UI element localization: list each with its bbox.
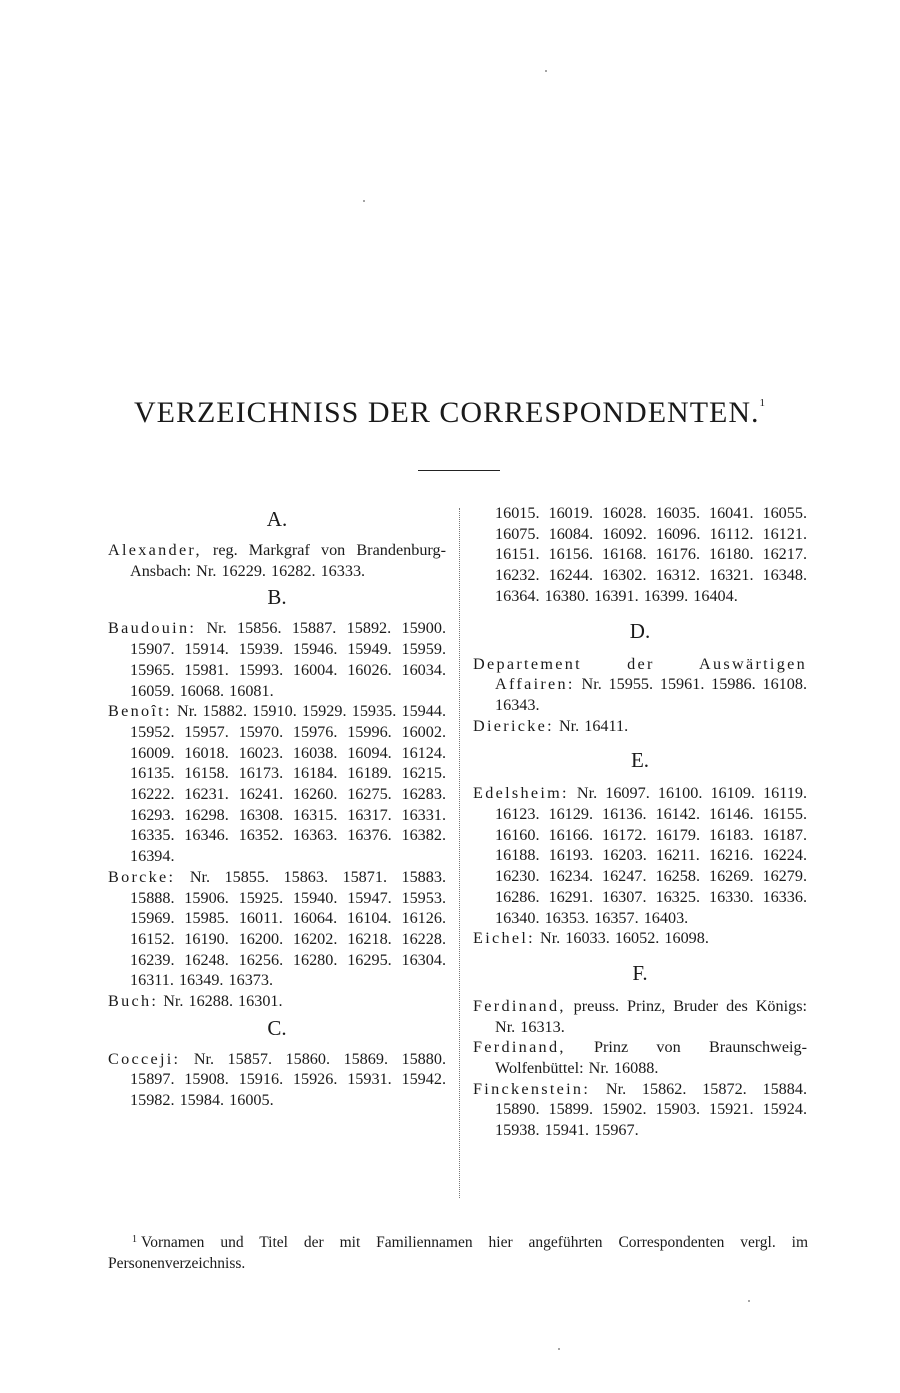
entry-text: Nr. 16033. 16052. 16098. bbox=[534, 929, 709, 948]
section-letter-a: A. bbox=[266, 507, 288, 531]
entry-baudouin bbox=[108, 618, 446, 701]
entry-name: Benoît: bbox=[108, 702, 172, 721]
paper-speck bbox=[363, 200, 365, 202]
entry-text: Nr. 15856. 15887. 15892. 15900. 15907. 15914. 15939. 15946. 15949. 15959. 15965. 15981. 15993. 16004. 16026. 16034. 16059. 16068. 16081. bbox=[130, 619, 446, 700]
section-letter-c: C. bbox=[267, 1015, 287, 1040]
entry-name: Ferdinand, bbox=[473, 1038, 566, 1057]
entry-name: Baudouin: bbox=[108, 619, 197, 638]
column-divider bbox=[459, 508, 460, 1198]
entry-ferdinand-preussen bbox=[473, 996, 807, 1037]
entry-ferdinand-braunschweig bbox=[473, 1037, 807, 1078]
section-letter-e: E. bbox=[630, 748, 650, 773]
entry-eichel bbox=[473, 928, 807, 949]
footnote-text: Vornamen und Titel der mit Familiennamen hier angeführten Correspondenten vergl. im Personenverzeichniss. bbox=[108, 1234, 808, 1272]
entry-name: Eichel: bbox=[473, 929, 535, 948]
entry-text: Nr. 16411. bbox=[553, 716, 629, 735]
entry-buch bbox=[108, 991, 446, 1012]
section-letter-f: F. bbox=[632, 960, 648, 985]
entry-text: Prinz von Braunschweig-Wolfenbüttel: Nr. 16088. bbox=[495, 1038, 807, 1078]
entry-edelsheim bbox=[473, 783, 807, 928]
entry-name: Alexander, bbox=[108, 541, 202, 559]
entry-borcke bbox=[108, 867, 446, 991]
entry-text: preuss. Prinz, Bruder des Königs: Nr. 16313. bbox=[495, 996, 807, 1036]
entry-cocceji bbox=[108, 1049, 446, 1111]
entry-benoit bbox=[108, 701, 446, 867]
entry-name: Buch: bbox=[108, 992, 159, 1011]
right-column bbox=[473, 503, 807, 1141]
entry-finckenstein bbox=[473, 1079, 807, 1141]
entry-name: Diericke: bbox=[473, 716, 554, 735]
entry-name: Ferdinand, bbox=[473, 996, 566, 1015]
entry-name: Borcke: bbox=[108, 867, 176, 886]
entry-text: reg. Markgraf von Brandenburg-Ansbach: Nr. 16229. 16282. 16333. bbox=[130, 541, 446, 580]
entry-name: Finckenstein: bbox=[473, 1079, 591, 1098]
section-letter-b: B. bbox=[267, 585, 287, 610]
entry-text: Nr. 15955. 15961. 15986. 16108. 16343. bbox=[495, 675, 807, 714]
entry-diericke bbox=[473, 716, 807, 737]
entry-text: Nr. 15855. 15863. 15871. 15883. 15888. 15906. 15925. 15940. 15947. 15953. 15969. 15985. 16011. 16064. 16104. 16126. 16152. 16190. 16200. 16202. 16218. 16228. 16239. 16248. 16256. 16280. 16295. 16304. 16311. 16349. 16373. bbox=[130, 867, 446, 990]
page-title bbox=[0, 396, 900, 430]
entry-name: Edelsheim: bbox=[473, 784, 569, 803]
entry-text: Nr. 15862. 15872. 15884. 15890. 15899. 15902. 15903. 15921. 15924. 15938. 15941. 15967. bbox=[495, 1079, 807, 1140]
entry-departement bbox=[473, 654, 807, 716]
left-column bbox=[108, 503, 446, 1111]
paper-speck bbox=[545, 70, 547, 72]
entry-name: Departement der Auswärtigen Affairen: bbox=[473, 654, 807, 694]
footnote-marker: 1 bbox=[132, 1234, 137, 1245]
entry-name: Cocceji: bbox=[108, 1049, 181, 1068]
entry-text: Nr. 16288. 16301. bbox=[158, 992, 283, 1011]
entry-text: Nr. 15857. 15860. 15869. 15880. 15897. 15908. 15916. 15926. 15931. 15942. 15982. 15984. 16005. bbox=[130, 1049, 446, 1110]
entry-text: Nr. 15882. 15910. 15929. 15935. 15944. 15952. 15957. 15970. 15976. 15996. 16002. 16009. 16018. 16023. 16038. 16094. 16124. 16135. 16158. 16173. 16184. 16189. 16215. 16222. 16231. 16241. 16260. 16275. 16283. 16293. 16298. 16308. 16315. 16317. 16331. 16335. 16346. 16352. 16363. 16376. 16382. 16394. bbox=[130, 702, 446, 866]
page-title-text: VERZEICHNISS DER CORRESPONDENTEN. bbox=[133, 396, 760, 429]
footnote bbox=[108, 1230, 808, 1274]
title-rule bbox=[418, 470, 500, 471]
paper-speck bbox=[748, 1300, 750, 1302]
paper-speck bbox=[558, 1348, 560, 1350]
entry-text: Nr. 16097. 16100. 16109. 16119. 16123. 16129. 16136. 16142. 16146. 16155. 16160. 16166. 16172. 16179. 16183. 16187. 16188. 16193. 16203. 16211. 16216. 16224. 16230. 16234. 16247. 16258. 16269. 16279. 16286. 16291. 16307. 16325. 16330. 16336. 16340. 16353. 16357. 16403. bbox=[495, 784, 807, 927]
title-footnote-marker: 1 bbox=[759, 397, 767, 409]
cocceji-continuation: 16015. 16019. 16028. 16035. 16041. 16055. 16075. 16084. 16092. 16096. 16112. 16121. 16151. 16156. 16168. 16176. 16180. 16217. 16232. 16244. 16302. 16312. 16321. 16348. 16364. 16380. 16391. 16399. 16404. bbox=[495, 504, 807, 605]
section-letter-d: D. bbox=[629, 618, 651, 643]
entry-alexander bbox=[108, 540, 446, 581]
